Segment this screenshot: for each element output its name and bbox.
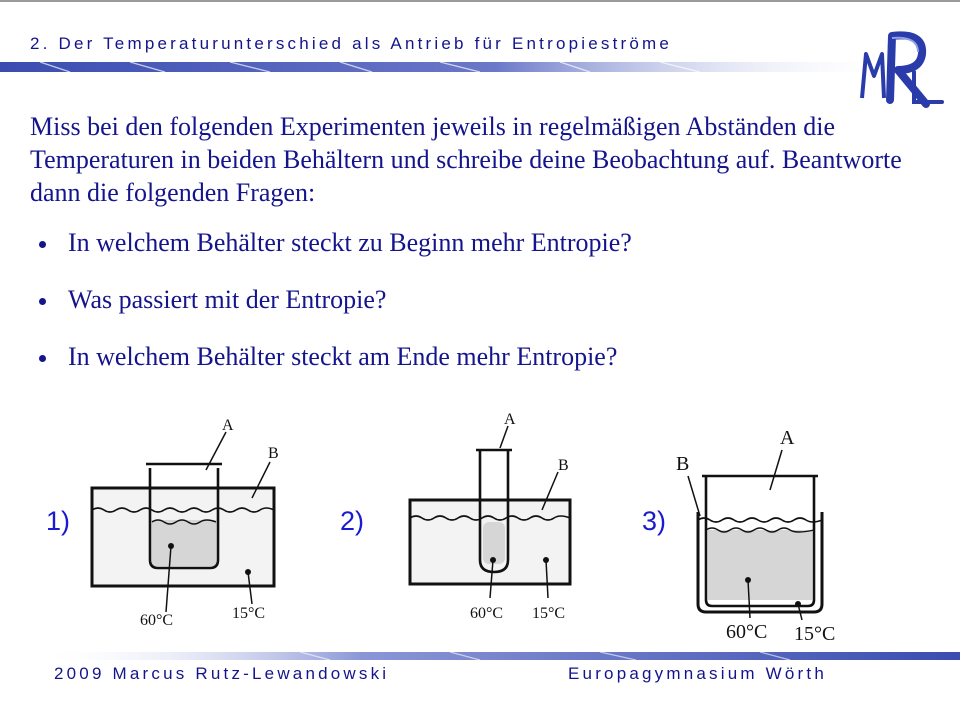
label-b: B <box>268 445 279 462</box>
experiment-2-number: 2) <box>340 506 365 536</box>
experiment-3-diagram <box>670 420 870 646</box>
task-intro: Miss bei den folgenden Experimenten jeweils in regelmäßigen Abständen die Temperaturen in beiden Behältern und schreibe deine Beobachtung auf. Beantworte dann die folgenden Fragen: <box>30 112 902 207</box>
label-a: A <box>780 427 795 449</box>
question-text: In welchem Behälter steckt zu Beginn mehr Entropie? <box>68 228 632 257</box>
label-b: B <box>676 453 690 475</box>
top-rule <box>0 0 960 2</box>
question-item <box>30 285 632 315</box>
temp-b: 15°C <box>532 605 566 622</box>
bullet-dot <box>39 298 46 305</box>
label-a: A <box>504 411 516 428</box>
question-item <box>30 342 632 372</box>
bullet-dot <box>39 355 46 362</box>
temp-a: 60°C <box>726 621 768 643</box>
temp-a: 60°C <box>140 612 174 629</box>
question-text: In welchem Behälter steckt am Ende mehr Entropie? <box>68 342 618 371</box>
footer-band <box>0 650 960 664</box>
experiment-1-number: 1) <box>46 506 71 536</box>
footer-author: 2009 Marcus Rutz-Lewandowski <box>54 664 390 683</box>
footer-school: Europagymnasium Wörth <box>568 664 827 683</box>
label-b: B <box>558 457 569 474</box>
temp-b: 15°C <box>232 605 266 622</box>
temp-a: 60°C <box>470 605 504 622</box>
label-a-leader <box>500 426 508 448</box>
label-b-leader <box>688 476 700 516</box>
experiment-1-diagram <box>80 418 300 640</box>
question-list <box>30 228 632 399</box>
label-a-leader <box>770 450 782 490</box>
bullet-dot <box>39 241 46 248</box>
experiment-2-diagram <box>400 410 600 630</box>
inner-liquid-a <box>152 520 216 566</box>
inner-liquid-a <box>708 530 812 600</box>
temp-b: 15°C <box>794 623 836 645</box>
slide-title: 2. Der Temperaturunterschied als Antrieb für Entropieströme <box>30 34 673 53</box>
water-line-b <box>698 518 822 522</box>
header-band <box>0 60 960 80</box>
mrl-logo <box>852 28 948 108</box>
question-text: Was passiert mit der Entropie? <box>68 285 387 314</box>
question-item <box>30 228 632 258</box>
experiment-3-number: 3) <box>642 506 667 536</box>
label-a: A <box>222 417 234 434</box>
